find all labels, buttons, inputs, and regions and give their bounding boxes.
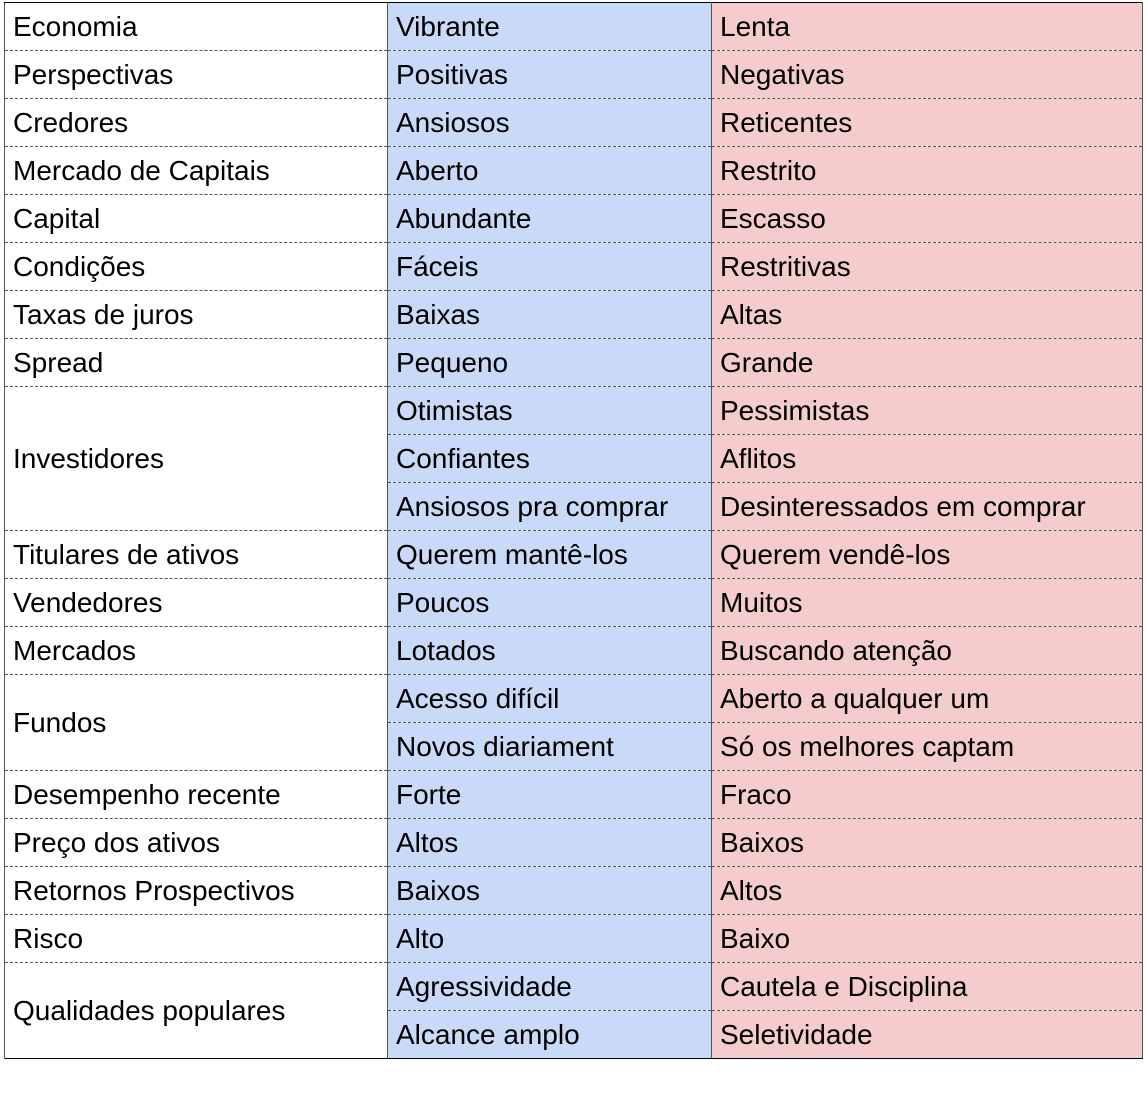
- comparison-table: [4, 2, 1143, 1059]
- negative-cell: Buscando atenção: [712, 627, 1143, 675]
- negative-cell: Restritivas: [712, 243, 1143, 291]
- positive-cell: Alto: [388, 915, 712, 963]
- table-row: [5, 387, 1143, 435]
- table-row: [5, 195, 1143, 243]
- negative-cell: Fraco: [712, 771, 1143, 819]
- positive-cell: Poucos: [388, 579, 712, 627]
- negative-cell: Pessimistas: [712, 387, 1143, 435]
- positive-cell: Ansiosos: [388, 99, 712, 147]
- category-cell: Capital: [5, 195, 388, 243]
- positive-cell: Alcance amplo: [388, 1011, 712, 1059]
- category-cell: Vendedores: [5, 579, 388, 627]
- category-cell: Qualidades populares: [5, 963, 388, 1059]
- table-row: [5, 291, 1143, 339]
- positive-cell: Agressividade: [388, 963, 712, 1011]
- negative-cell: Baixos: [712, 819, 1143, 867]
- negative-cell: Desinteressados em comprar: [712, 483, 1143, 531]
- positive-cell: Forte: [388, 771, 712, 819]
- negative-cell: Grande: [712, 339, 1143, 387]
- negative-cell: Cautela e Disciplina: [712, 963, 1143, 1011]
- positive-cell: Acesso difícil: [388, 675, 712, 723]
- table-row: [5, 531, 1143, 579]
- negative-cell: Negativas: [712, 51, 1143, 99]
- positive-cell: Ansiosos pra comprar: [388, 483, 712, 531]
- positive-cell: Querem mantê-los: [388, 531, 712, 579]
- positive-cell: Baixos: [388, 867, 712, 915]
- table-row: [5, 819, 1143, 867]
- positive-cell: Confiantes: [388, 435, 712, 483]
- positive-cell: Otimistas: [388, 387, 712, 435]
- table-row: [5, 867, 1143, 915]
- negative-cell: Seletividade: [712, 1011, 1143, 1059]
- category-cell: Titulares de ativos: [5, 531, 388, 579]
- table-row: [5, 963, 1143, 1011]
- negative-cell: Só os melhores captam: [712, 723, 1143, 771]
- negative-cell: Aflitos: [712, 435, 1143, 483]
- positive-cell: Lotados: [388, 627, 712, 675]
- negative-cell: Restrito: [712, 147, 1143, 195]
- table-row: [5, 147, 1143, 195]
- category-cell: Spread: [5, 339, 388, 387]
- negative-cell: Altas: [712, 291, 1143, 339]
- table-row: [5, 99, 1143, 147]
- positive-cell: Novos diariament: [388, 723, 712, 771]
- category-cell: Credores: [5, 99, 388, 147]
- table-body: [5, 3, 1143, 1059]
- positive-cell: Pequeno: [388, 339, 712, 387]
- negative-cell: Baixo: [712, 915, 1143, 963]
- negative-cell: Reticentes: [712, 99, 1143, 147]
- positive-cell: Baixas: [388, 291, 712, 339]
- negative-cell: Aberto a qualquer um: [712, 675, 1143, 723]
- table-row: [5, 915, 1143, 963]
- category-cell: Desempenho recente: [5, 771, 388, 819]
- category-cell: Economia: [5, 3, 388, 51]
- negative-cell: Muitos: [712, 579, 1143, 627]
- table-row: [5, 675, 1143, 723]
- positive-cell: Aberto: [388, 147, 712, 195]
- table-row: [5, 3, 1143, 51]
- negative-cell: Querem vendê-los: [712, 531, 1143, 579]
- category-cell: Mercados: [5, 627, 388, 675]
- positive-cell: Positivas: [388, 51, 712, 99]
- positive-cell: Altos: [388, 819, 712, 867]
- comparison-table-wrapper: [4, 2, 1142, 1059]
- table-row: [5, 771, 1143, 819]
- positive-cell: Fáceis: [388, 243, 712, 291]
- table-row: [5, 579, 1143, 627]
- category-cell: Fundos: [5, 675, 388, 771]
- positive-cell: Vibrante: [388, 3, 712, 51]
- category-cell: Taxas de juros: [5, 291, 388, 339]
- negative-cell: Lenta: [712, 3, 1143, 51]
- positive-cell: Abundante: [388, 195, 712, 243]
- table-row: [5, 339, 1143, 387]
- table-row: [5, 243, 1143, 291]
- category-cell: Investidores: [5, 387, 388, 531]
- category-cell: Retornos Prospectivos: [5, 867, 388, 915]
- category-cell: Mercado de Capitais: [5, 147, 388, 195]
- table-row: [5, 627, 1143, 675]
- category-cell: Preço dos ativos: [5, 819, 388, 867]
- category-cell: Risco: [5, 915, 388, 963]
- negative-cell: Escasso: [712, 195, 1143, 243]
- negative-cell: Altos: [712, 867, 1143, 915]
- category-cell: Condições: [5, 243, 388, 291]
- table-row: [5, 51, 1143, 99]
- category-cell: Perspectivas: [5, 51, 388, 99]
